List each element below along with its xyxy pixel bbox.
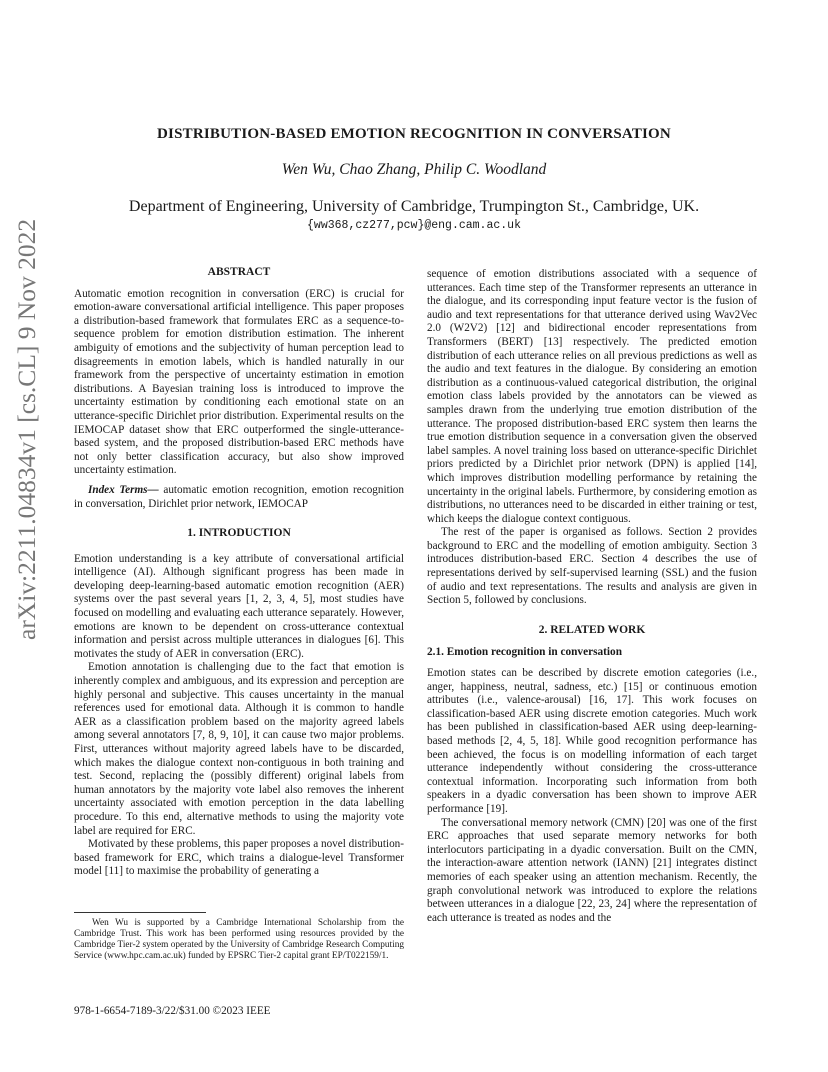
related-paragraph-1: Emotion states can be described by discrete emotion categories (i.e., anger, happiness, neutral, sadness, etc.) [15] or continuous emotion attributes (i.e., valence-arousal) [16, 17]. This work focuses on classification-based AER using discrete emotion categories. Much work has been published in classification-based AER using deep-learning-based methods [2, 4, 5, 18]. While good recognition performance has been achieved, the focus is on modelling information of each target utterance independently without considering the cross-utterance contextual information. Incorporating such information from both speakers in a dyadic conversation has been shown to improve AER performance [19]. bbox=[427, 667, 757, 815]
paper-email: {ww368,cz277,pcw}@eng.cam.ac.uk bbox=[307, 219, 521, 232]
intro-paragraph-3: Motivated by these problems, this paper proposes a novel distribution-based framework for ERC, which trains a dialogue-level Transformer model [11] to maximise the probability of generating a bbox=[74, 838, 404, 878]
related-work-subheading: 2.1. Emotion recognition in conversation bbox=[427, 646, 622, 659]
paper-affiliation: Department of Engineering, University of Cambridge, Trumpington St., Cambridge, UK. bbox=[128, 198, 700, 215]
related-work-heading: 2. RELATED WORK bbox=[538, 623, 646, 636]
footnote bbox=[74, 918, 404, 962]
abstract-heading: ABSTRACT bbox=[207, 266, 271, 278]
arxiv-stamp[interactable]: arXiv:2211.04834v1 [cs.CL] 9 Nov 2022 bbox=[12, 218, 41, 640]
left-column bbox=[74, 266, 404, 879]
index-terms-text: automatic emotion recognition, emotion recognition in conversation, Dirichlet prior network, IEMOCAP bbox=[74, 483, 404, 510]
intro-paragraph-4: sequence of emotion distributions associated with a sequence of utterances. Each time step of the Transformer represents an utterance in the dialogue, and its corresponding input feature vector is the fusion of audio and text representations for that utterance derived using Wav2Vec 2.0 (W2V2) [12] and bidirectional encoder representations from Transformers (BERT) [13] respectively. The predicted emotion distribution of each utterance relies on all previous predictions as well as the audio and text features in the dialogue. By considering an emotion distribution as a continuous-valued categorical distribution, the original emotion class labels provided by the annotators can be viewed as samples drawn from the underlying true emotion distribution of the utterance. The proposed distribution-based ERC system then learns the true emotion distribution sequence in a conversation given the observed label samples. A novel training loss based on utterance-specific Dirichlet priors predicted by a Dirichlet prior network (DPN) is applied [14], which improves distribution modelling performance by retaining the uncertainty in the original labels. Furthermore, by considering emotion as distributions, no utterances need to be discarded in either training or test, which keeps the dialogue context contiguous. bbox=[427, 268, 757, 525]
paper-title: DISTRIBUTION-BASED EMOTION RECOGNITION IN CONVERSATION bbox=[157, 126, 671, 142]
abstract-text: Automatic emotion recognition in conversation (ERC) is crucial for emotion-aware conversational artificial intelligence. This paper proposes a distribution-based framework that formulates ERC as a sequence-to-sequence problem for emotion distribution estimation. The inherent ambiguity of emotions and the subjectivity of human perception lead to disagreements in emotion labels, which is handled naturally in our framework from the perspective of uncertainty estimation in emotion distributions. A Bayesian training loss is introduced to improve the uncertainty estimation by conditioning each emotional state on an utterance-specific Dirichlet prior distribution. Experimental results on the IEMOCAP dataset show that ERC outperformed the single-utterance-based system, and the proposed distribution-based ERC methods have not only better classification accuracy, but also show improved uncertainty estimation. bbox=[74, 287, 404, 477]
footnote-text: Wen Wu is supported by a Cambridge International Scholarship from the Cambridge Trust. This work has been performed using resources provided by the Cambridge Tier-2 system operated by the University of Cambridge Research Computing Service (www.hpc.cam.ac.uk) funded by EPSRC Tier-2 capital grant EP/T022159/1. bbox=[74, 918, 404, 962]
index-terms bbox=[74, 484, 404, 511]
related-paragraph-2: The conversational memory network (CMN) [20] was one of the first ERC approaches that used separate memory networks for both interlocutors participating in a dyadic conversation. Built on the CMN, the interaction-aware attention network (IANN) [21] integrates distinct memories of each speaker using an attention mechanism. Recently, the graph convolutional network was introduced to explore the relations between utterances in a dialogue [22, 23, 24] where the representation of each utterance is treated as nodes and the bbox=[427, 816, 757, 924]
intro-paragraph-1: Emotion understanding is a key attribute of conversational artificial intelligence (AI). Although significant progress has been made in developing deep-learning-based automatic emotion recognition (AER) systems over the past several years [1, 2, 3, 4, 5], most studies have focused on modelling and evaluating each utterance separately. However, emotions are known to be dependent on cross-utterance contextual information and persist across multiple utterances in dialogues [6]. This motivates the study of AER in conversation (ERC). bbox=[74, 552, 404, 660]
paper-authors: Wen Wu, Chao Zhang, Philip C. Woodland bbox=[281, 161, 547, 178]
intro-paragraph-2: Emotion annotation is challenging due to the fact that emotion is inherently complex and ambiguous, and its expression and perception are highly personal and subjective. This causes uncertainty in the manual references used for emotional data. Although it is common to handle AER as a classification problem based on the majority agreed labels among several annotators [7, 8, 9, 10], it can cause two major problems. First, utterances without majority agreed labels have to be discarded, which makes the dialogue context non-contiguous in both training and test. Second, replacing the (possibly different) original labels from human annotators by the majority vote label also removes the inherent uncertainty associated with emotion perception in the data labelling procedure. To this end, alternative methods to using the majority vote label are required for ERC. bbox=[74, 661, 404, 837]
right-column bbox=[427, 268, 757, 925]
intro-paragraph-5: The rest of the paper is organised as follows. Section 2 provides background to ERC and the modelling of emotion ambiguity. Section 3 introduces distribution-based ERC. Section 4 describes the use of representations derived by self-supervised learning (SSL) and the fusion of audio and text representations. The results and analysis are given in Section 5, followed by conclusions. bbox=[427, 526, 757, 607]
intro-heading: 1. INTRODUCTION bbox=[187, 527, 291, 540]
copyright-line: 978-1-6654-7189-3/22/$31.00 ©2023 IEEE bbox=[74, 1005, 271, 1017]
index-terms-label: Index Terms— bbox=[88, 483, 159, 496]
footnote-rule bbox=[74, 912, 206, 913]
